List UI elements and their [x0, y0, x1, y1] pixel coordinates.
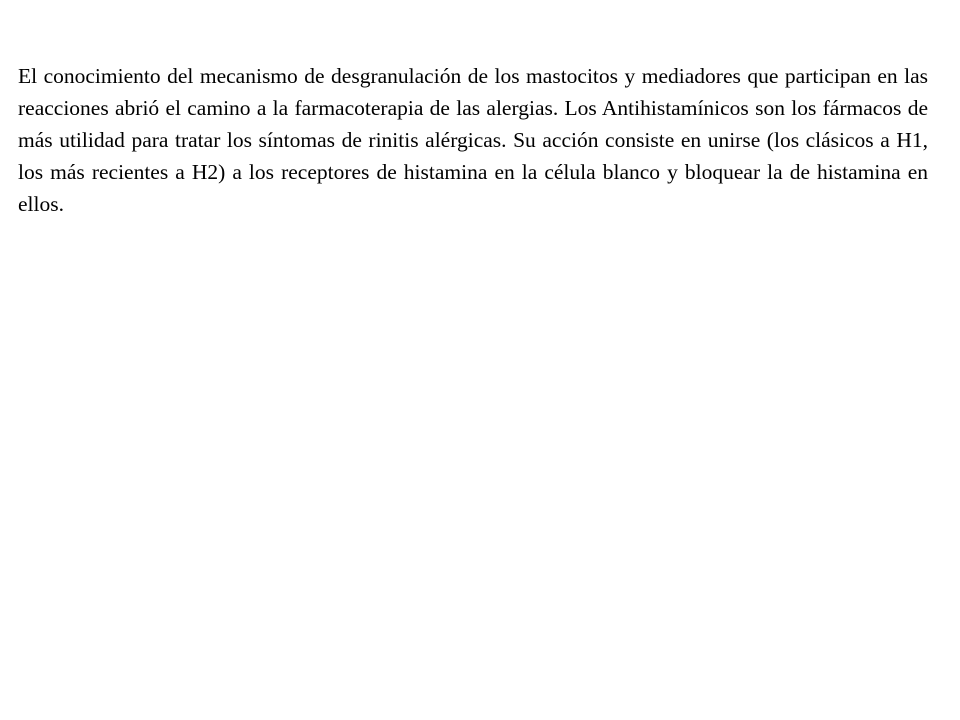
body-paragraph: El conocimiento del mecanismo de desgranulación de los mastocitos y mediadores que participan en las reacciones abrió el camino a la farmacoterapia de las alergias. Los Antihistamínicos son los fármacos de más utilidad para tratar los síntomas de rinitis alérgicas. Su acción consiste en unirse (los clásicos a H1, los más recientes a H2) a los receptores de histamina en la célula blanco y bloquear la de histamina en ellos.: [18, 64, 928, 216]
